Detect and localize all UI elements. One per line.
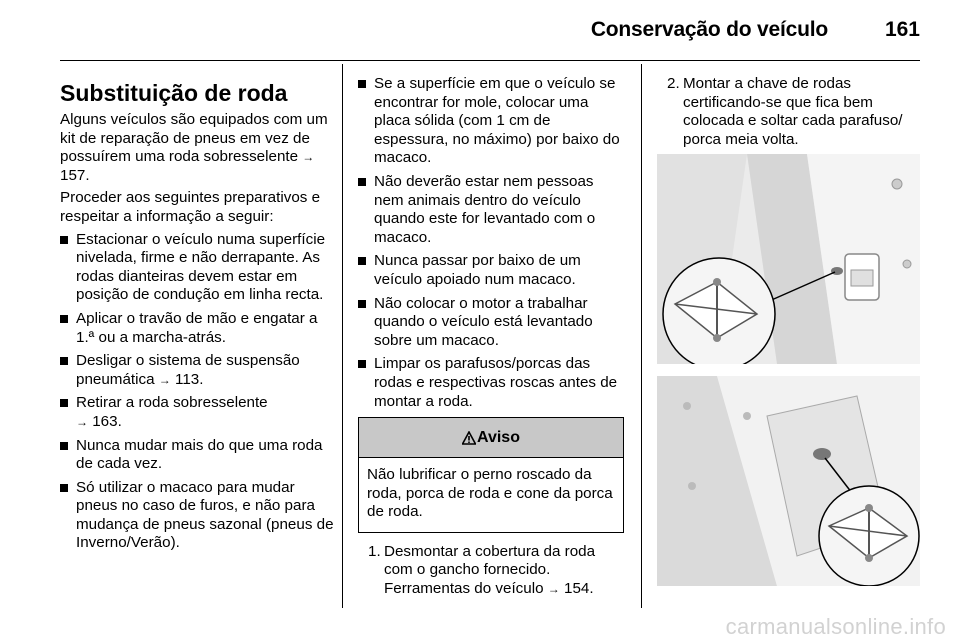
intro-paragraph: Alguns veículos são equipados com um kit de reparação de pneus em vez de possuírem uma roda sobresselente → 157. bbox=[60, 111, 336, 185]
column-2 bbox=[358, 75, 624, 599]
warning-triangle-icon bbox=[462, 421, 476, 461]
list-item: Não deverão estar nem pessoas nem animais dentro do veículo quando este for levantado com o macaco. bbox=[358, 173, 624, 247]
page-ref[interactable]: 157. bbox=[60, 166, 90, 184]
warning-body: Não lubrificar o perno roscado da roda, porca de roda e cone da porca de roda. bbox=[367, 466, 613, 521]
warning-header bbox=[359, 418, 623, 458]
list-item: Não colocar o motor a trabalhar quando o veículo está levantado sobre um macaco. bbox=[358, 295, 624, 351]
list-item: Nunca mudar mais do que uma roda de cada vez. bbox=[60, 437, 336, 474]
column-divider-2 bbox=[641, 64, 642, 608]
watermark: carmanualsonline.info bbox=[725, 614, 946, 639]
bullet-square-icon bbox=[60, 484, 68, 492]
warning-title: Aviso bbox=[477, 429, 520, 447]
column-divider-1 bbox=[342, 64, 343, 608]
page-ref-icon[interactable] bbox=[302, 148, 314, 165]
list-item: Limpar os parafusos/porcas das rodas e respectivas roscas antes de montar a roda. bbox=[358, 355, 624, 411]
jack-location-illustration bbox=[657, 154, 920, 364]
steps-list-continued bbox=[657, 75, 923, 149]
page-ref-icon[interactable] bbox=[159, 371, 171, 388]
bullet-square-icon bbox=[60, 442, 68, 450]
page-header bbox=[60, 18, 920, 60]
list-item: Estacionar o veículo numa superfície nivelada, firme e não derrapante. As rodas dianteiras devem estar em posição de condução em linha recta. bbox=[60, 231, 336, 305]
bullet-square-icon bbox=[358, 80, 366, 88]
page-ref[interactable]: 113. bbox=[175, 370, 204, 388]
page-ref[interactable]: 154. bbox=[564, 580, 594, 598]
bullet-square-icon bbox=[60, 357, 68, 365]
warning-notice bbox=[358, 417, 624, 533]
bullet-square-icon bbox=[358, 300, 366, 308]
list-item: Desligar o sistema de suspensão pneumática → 113. bbox=[60, 352, 336, 389]
bullet-square-icon bbox=[60, 399, 68, 407]
bullet-square-icon bbox=[358, 257, 366, 265]
list-item: Só utilizar o macaco para mudar pneus no caso de furos, e não para mudança de pneus sazonal (pneus de Inverno/Verão). bbox=[60, 479, 336, 553]
page-ref-icon[interactable] bbox=[76, 413, 88, 430]
preparation-paragraph: Proceder aos seguintes preparativos e respeitar a informação a seguir: bbox=[60, 189, 321, 225]
page-ref-icon[interactable] bbox=[548, 580, 560, 597]
step-item: 2. Montar a chave de rodas certificando-se que fica bem colocada e soltar cada parafuso/ porca meia volta. bbox=[667, 75, 903, 148]
bullet-square-icon bbox=[60, 315, 68, 323]
list-item: Se a superfície em que o veículo se encontrar for mole, colocar uma placa sólida (com 1 cm de espessura, no máximo) por baixo do macaco. bbox=[358, 75, 624, 168]
column-1 bbox=[60, 75, 336, 558]
header-divider bbox=[60, 60, 920, 61]
steps-list bbox=[358, 543, 624, 599]
page-ref[interactable]: 163. bbox=[92, 412, 122, 430]
page-number: 161 bbox=[884, 18, 920, 41]
section-title: Substituição de roda bbox=[60, 80, 288, 106]
step-item: 1. Desmontar a cobertura da roda com o gancho fornecido. Ferramentas do veículo → 154. bbox=[358, 543, 624, 599]
list-item: Retirar a roda sobresselente → 163. bbox=[60, 394, 336, 431]
bullet-square-icon bbox=[358, 360, 366, 368]
list-item: Nunca passar por baixo de um veículo apoiado num macaco. bbox=[358, 252, 624, 289]
bullet-square-icon bbox=[358, 178, 366, 186]
list-item: Aplicar o travão de mão e engatar a 1.ª ou a marcha-atrás. bbox=[60, 310, 336, 347]
bullet-square-icon bbox=[60, 236, 68, 244]
column-3 bbox=[657, 75, 923, 149]
preparation-list bbox=[60, 231, 336, 554]
safety-list bbox=[358, 75, 624, 411]
chapter-title: Conservação do veículo bbox=[590, 18, 828, 41]
jack-placement-illustration bbox=[657, 376, 920, 586]
